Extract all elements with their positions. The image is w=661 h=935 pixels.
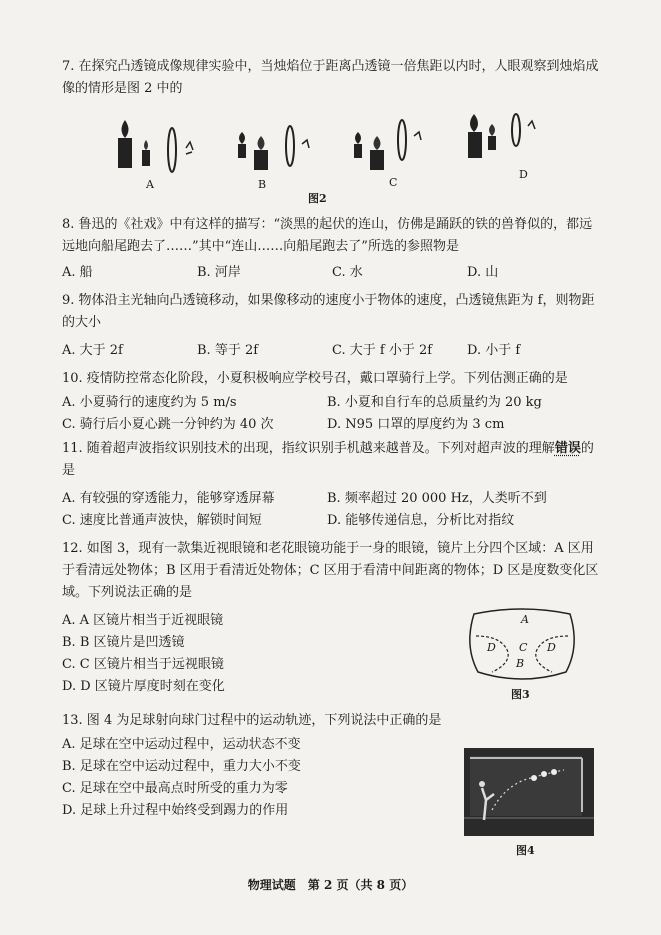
question-11 [62, 438, 602, 528]
option-d-figure [468, 114, 535, 158]
question-7-stem: 7. 在探究凸透镜成像规律实验中，当烛焰位于距离凸透镜一倍焦距以内时，人眼观察到烛焰成像的情形是图 2 中的 [62, 59, 599, 96]
question-9-stem: 9. 物体沿主光轴向凸透镜移动，如果像移动的速度小于物体的速度，凸透镜焦距为 f，则物距的大小 [62, 293, 595, 330]
emphasis-wrong: 错误 [554, 441, 581, 456]
question-11-stem: 11. 随着超声波指纹识别技术的出现，指纹识别手机越来越普及。下列对超声波的理解错误的是 [62, 441, 594, 478]
option: A. 有较强的穿透能力，能够穿透屏幕 [62, 491, 275, 506]
figure-3-label-c: C [519, 641, 528, 654]
question-8 [62, 214, 602, 280]
option-c-figure [354, 120, 421, 170]
option: C. 大于 f 小于 2f [332, 343, 433, 358]
question-12-stem: 12. 如图 3，现有一款集近视眼镜和老花眼镜功能于一身的眼镜，镜片上分四个区域：A 区用于看清远处物体；B 区用于看清近处物体；C 区用于看清中间距离的物体；D 区是度数变化区域。下列说法正确的是 [62, 541, 599, 600]
figure-4-caption: 图4 [516, 844, 535, 857]
option: D. D 区镜片厚度时刻在变化 [62, 679, 225, 694]
option: C. 骑行后小夏心跳一分钟约为 40 次 [62, 417, 274, 432]
option: D. 能够传递信息，分析比对指纹 [327, 513, 515, 528]
option: B. B 区镜片是凹透镜 [62, 635, 185, 650]
option: D. N95 口罩的厚度约为 3 cm [327, 417, 505, 432]
question-8-stem: 8. 鲁迅的《社戏》中有这样的描写：“淡黑的起伏的连山，仿佛是踊跃的铁的兽脊似的，都远远地向船尾跑去了……”其中“连山……向船尾跑去了”所选的参照物是 [62, 217, 593, 254]
figure-3-label-d-left: D [487, 641, 496, 654]
question-9-options [62, 340, 602, 362]
option-a-label: A [146, 178, 154, 191]
option: C. 速度比普通声波快，解锁时间短 [62, 513, 262, 528]
figure-3-label-b: B [516, 657, 525, 670]
option: A. 小夏骑行的速度约为 5 m/s [62, 395, 237, 410]
option: A. 船 [62, 265, 93, 280]
option-b-figure [238, 126, 309, 170]
figure-2-candle-images [100, 110, 560, 200]
question-12 [62, 538, 602, 694]
question-13-options [62, 734, 402, 822]
option: B. 等于 2f [197, 343, 259, 358]
figure-3-label-a: A [521, 613, 529, 626]
option: A. 大于 2f [62, 343, 123, 358]
question-13 [62, 710, 602, 818]
figure-4-football-photo [464, 748, 594, 836]
option-b-label: B [258, 178, 267, 191]
option: B. 小夏和自行车的总质量约为 20 kg [327, 395, 542, 410]
option-d-label: D [519, 168, 528, 181]
question-10-options [62, 392, 602, 436]
option: B. 足球在空中运动过程中，重力大小不变 [62, 759, 301, 774]
question-8-options [62, 262, 602, 284]
question-13-stem: 13. 图 4 为足球射向球门过程中的运动轨迹，下列说法中正确的是 [62, 713, 442, 728]
figure-3-caption: 图3 [511, 688, 530, 701]
option: C. 水 [332, 265, 363, 280]
option-a-figure [118, 120, 193, 172]
page-footer: 物理试题 第 2 页（共 8 页） [247, 878, 414, 892]
option: D. 足球上升过程中始终受到踢力的作用 [62, 803, 289, 818]
question-12-options [62, 610, 362, 698]
option: C. C 区镜片相当于远视眼镜 [62, 657, 224, 672]
question-9 [62, 290, 602, 358]
option: A. 足球在空中运动过程中，运动状态不变 [62, 737, 301, 752]
figure-2-caption: 图2 [308, 192, 327, 205]
option: C. 足球在空中最高点时所受的重力为零 [62, 781, 288, 796]
figure-3-label-d-right: D [547, 641, 556, 654]
question-7 [62, 56, 602, 100]
question-10 [62, 368, 602, 432]
option: A. A 区镜片相当于近视眼镜 [62, 613, 224, 628]
option: D. 小于 f [467, 343, 521, 358]
option: B. 频率超过 20 000 Hz，人类听不到 [327, 491, 547, 506]
option: B. 河岸 [197, 265, 241, 280]
option-c-label: C [389, 176, 398, 189]
question-11-options [62, 488, 602, 532]
option: D. 山 [467, 265, 499, 280]
question-10-stem: 10. 疫情防控常态化阶段，小夏积极响应学校号召，戴口罩骑行上学。下列估测正确的是 [62, 371, 568, 386]
